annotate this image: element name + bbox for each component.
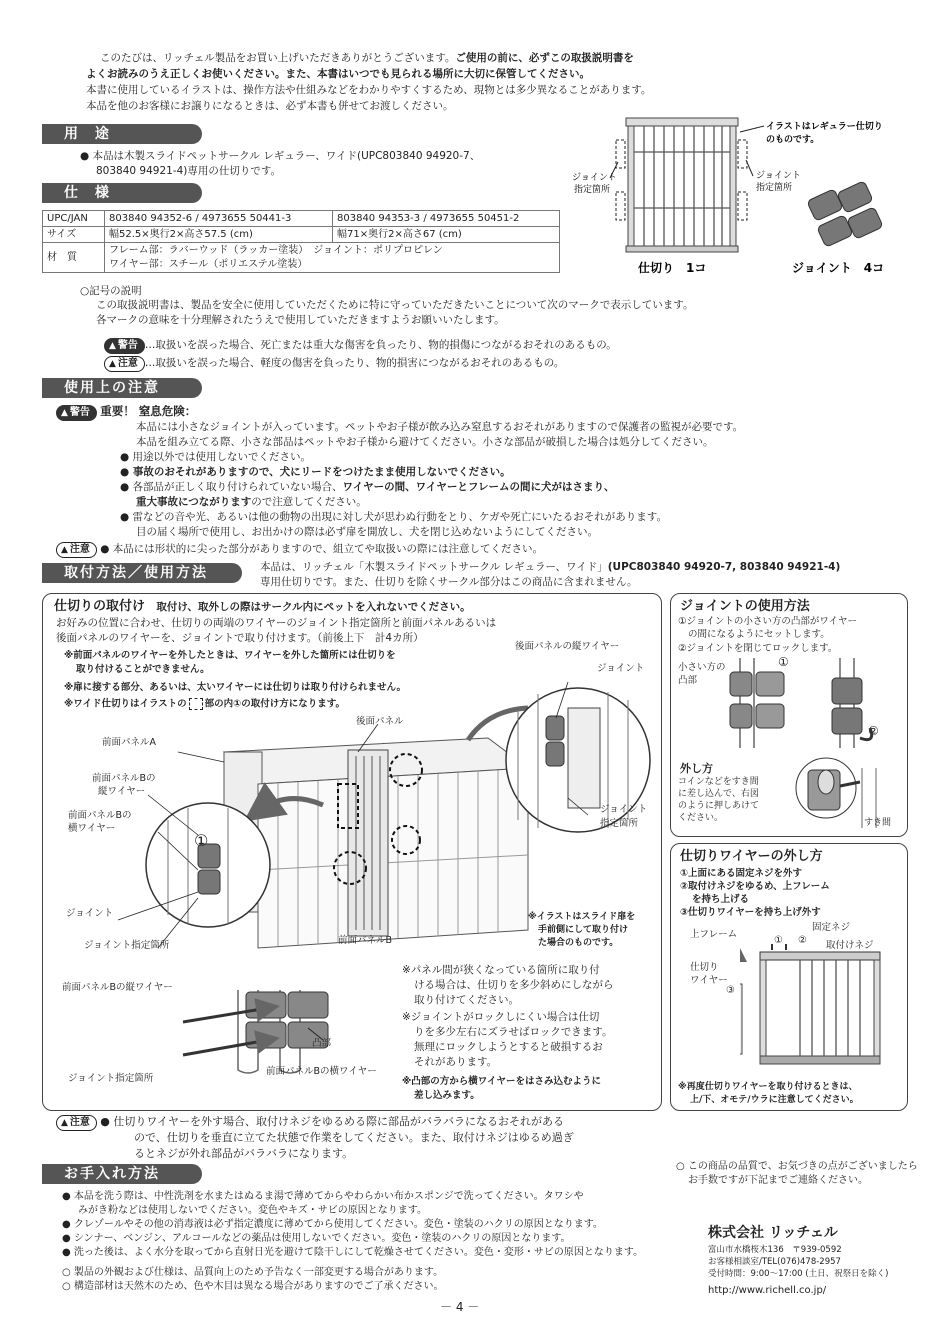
attach-r1c: 取り付けてください。	[414, 994, 519, 1006]
remove-rm4: ください。	[678, 813, 724, 823]
spec-cell: UPC/JAN	[43, 211, 105, 227]
contact-q1: ○ この商品の品質で、お気づきの点がございましたら	[676, 1161, 918, 1172]
lbl-joint-spot-r2: 指定箇所	[600, 818, 639, 829]
joint-c2: ②	[868, 724, 879, 738]
wire-remove-illustration	[740, 944, 900, 1074]
wire-remove-s2b: を持ち上げる	[692, 894, 750, 905]
prec-b3d: ので注意してください。	[251, 496, 367, 508]
intro-line2: よくお読みのうえ正しくお使いください。また、本書はいつでも見られる場所に大切に保管してください。	[86, 68, 590, 80]
lbl-front-b-vert2: 縦ワイヤー	[98, 786, 146, 797]
lbl-partition2: ワイヤー	[690, 975, 728, 986]
caution-badge	[56, 1115, 97, 1131]
symbols-heading: ○記号の説明	[80, 285, 142, 297]
danger-row	[56, 404, 196, 421]
attach-r1a: ※パネル間が狭くなっている箇所に取り付	[402, 964, 600, 976]
fig-partition-label: 仕切り 1コ	[638, 261, 707, 275]
page-number: － 4 －	[440, 1300, 480, 1314]
slide-note1: ※イラストはスライド扉を	[528, 912, 636, 922]
install-desc1b: (UPC803840 94920-7, 803840 94921-4)	[607, 561, 841, 573]
prec-c1: ● 本品には形状的に尖った部分がありますので、組立てや取扱いの際には注意してください。	[100, 543, 544, 555]
wire-remove-s2a: ②取付けネジをゆるめ、上フレーム	[680, 881, 830, 892]
caution-badge-label: 注意	[69, 1117, 90, 1128]
caution-badge	[104, 356, 145, 372]
caution-triangle-icon: ▲	[61, 1118, 68, 1128]
warning-badge	[104, 338, 145, 354]
purpose-text2: 803840 94921-4)専用の仕切りです。	[96, 165, 282, 177]
wire-remove-note2: 上/下、オモテ/ウラに注意してください。	[690, 1095, 859, 1105]
lbl-gap: すき間	[864, 818, 892, 828]
lbl-top-frame: 上フレーム	[690, 929, 738, 940]
spec-material-cell	[105, 243, 560, 272]
care-b4: ● 洗った後は、よく水分を取ってから直射日光を避けて陰干しにして乾燥させてください。変色・変形・サビの原因となります。	[62, 1247, 644, 1258]
spec-cell: サイズ	[43, 227, 105, 243]
lbl-convex: 凸部	[312, 1038, 332, 1049]
intro-line1: このたびは、リッチェル製品をお買い上げいただきありがとうございます。	[100, 52, 456, 64]
spec-material1: フレーム部：ラバーウッド（ラッカー塗装） ジョイント：ポリプロピレン	[109, 245, 443, 257]
joint-use-s2: ②ジョイントを閉じてロックします。	[678, 643, 838, 654]
attach-r2c: 無理にロックしようとすると破損するお	[414, 1041, 603, 1053]
attach-r3b: 差し込みます。	[414, 1090, 480, 1101]
attach-r1b: ける場合は、仕切りを多少斜めにしながら	[414, 979, 614, 991]
precautions-heading: 使用上の注意	[42, 378, 202, 398]
zoom-front-joint	[146, 803, 270, 927]
lbl-rear-panel: 後面パネル	[356, 716, 404, 727]
care-o1: ○ 製品の外観および仕様は、品質向上のため予告なく一部変更する場合があります。	[62, 1267, 444, 1278]
attach-title-row	[54, 598, 471, 615]
intro-line1-bold: ご使用の前に、必ずこの取扱説明書を	[455, 52, 634, 64]
spec-table	[42, 210, 560, 273]
care-b2: ● クレゾールやその他の消毒液は必ず指定濃度に薄めてから使用してください。変色・塗装のハクリの原因となります。	[62, 1219, 603, 1230]
lbl-front-b-vert1: 前面パネルBの	[92, 773, 156, 784]
install-desc1a: 本品は、リッチェル「木製スライドペットサークル レギュラー、ワイド」	[260, 561, 608, 573]
attach-r2a: ※ジョイントがロックしにくい場合は仕切	[402, 1011, 600, 1023]
joint-use-s1a: ①ジョイントの小さい方の凸部がワイヤー	[678, 616, 858, 627]
attach-t2: 後面パネルのワイヤーを、ジョイントで取り付けます。（前後上下 計4カ所）	[56, 632, 424, 644]
warning-badge-label: 警告	[69, 407, 90, 418]
spec-material2: ワイヤー部：スチール（ポリエステル塗装）	[109, 258, 308, 270]
spec-cell: 幅71×奥行2×高さ67 (cm)	[333, 227, 560, 243]
care-b1b: みがき粉などは使用しないでください。変色やキズ・サビの原因となります。	[78, 1205, 427, 1216]
slide-note3: た場合のものです。	[538, 938, 619, 948]
caution-badge-label: 注意	[69, 544, 90, 555]
caution-badge	[56, 542, 97, 558]
fig-joint-label: ジョイント 4コ	[792, 261, 885, 275]
contact-address: 富山市水橋桜木136 〒939-0592	[708, 1245, 842, 1255]
attach-r2b: りを多少左右にズラせばロックできます。	[414, 1026, 613, 1038]
care-o2: ○ 構造部材は天然木のため、色や木目は異なる場合がありますのでご了承ください。	[62, 1281, 444, 1292]
lbl-front-b: 前面パネルB	[338, 935, 393, 946]
fig-joint-right2: 指定箇所	[756, 183, 793, 193]
prec-b2: ● 事故のおそれがありますので、犬にリードをつけたまま使用しないでください。	[120, 466, 511, 478]
attach-subtitle: 取付け、取外しの際はサークル内にペットを入れないでください。	[156, 601, 471, 613]
prec-b3-line1	[120, 481, 614, 495]
slide-note2: 手前側にして取り付け	[538, 925, 629, 935]
prec-b3-line2	[136, 496, 367, 510]
lbl-partition1: 仕切り	[690, 962, 719, 973]
care-heading: お手入れ方法	[42, 1164, 202, 1184]
attach-n3b: 部の内①の取付け方になります。	[204, 698, 345, 710]
bottom-caution-row	[56, 1115, 564, 1131]
spec-cell: 材 質	[43, 243, 105, 272]
contact-hours: 受付時間：9:00～17:00 (土日、祝祭日を除く)	[708, 1269, 889, 1279]
remove-rm1: コインなどをすき間	[678, 777, 759, 787]
lbl-mount-screw: 取付けネジ	[826, 940, 874, 951]
contact-url[interactable]: http://www.richell.co.jp/	[708, 1285, 827, 1296]
attach-r2d: それがあります。	[414, 1056, 498, 1068]
wire-remove-note1: ※再度仕切りワイヤーを取り付けるときは、	[678, 1082, 858, 1092]
lbl-bottom-horz: 前面パネルBの横ワイヤー	[266, 1066, 377, 1077]
attach-n1a: ※前面パネルのワイヤーを外したときは、ワイヤーを外した箇所には仕切りを	[64, 650, 396, 661]
fig-note1: イラストはレギュラー仕切り	[766, 122, 883, 132]
purpose-heading: 用 途	[42, 124, 202, 144]
caution-triangle-icon: ▲	[61, 545, 68, 555]
care-b1a: ● 本品を洗う際は、中性洗剤を水またはぬるま湯で薄めてからやわらかい布かスポンジで洗ってください。タワシや	[62, 1191, 584, 1202]
warning-triangle-icon: ▲	[61, 408, 68, 418]
symbols-line2: 各マークの意味を十分理解されたうえで使用していただきますようお願いいたします。	[96, 314, 505, 326]
prec-b4a: ● 雷などの音や光、あるいは他の動物の出現に対し犬が思わぬ行動をとり、ケガや死亡にいたるおそれがあります。	[120, 511, 667, 523]
lbl-circle1: ①	[194, 831, 209, 850]
prec-b3b: ワイヤーの間、ワイヤーとフレームの間に犬がはさまり、	[342, 481, 615, 493]
prec-p1: 本品には小さなジョイントが入っています。ペットやお子様が飲み込み窒息するおそれがありますので保護者の監視が必要です。	[136, 421, 744, 433]
intro-line4: 本品を他のお客様にお譲りになるときは、必ず本書も併せてお渡しください。	[86, 100, 454, 112]
prec-b3a: ● 各部品が正しく取り付けられていない場合、	[120, 481, 343, 493]
intro	[100, 52, 800, 66]
caution-badge-label: 注意	[117, 358, 138, 369]
spec-cell: 803840 94352-6 / 4973655 50441-3	[105, 211, 333, 227]
danger-title: 重要！ 窒息危険：	[100, 404, 197, 418]
pet-circle-illustration	[224, 708, 528, 948]
attach-title: 仕切りの取付け	[54, 599, 146, 614]
lbl-small2: 凸部	[678, 675, 698, 686]
attach-n1b: 取り付けることができません。	[76, 664, 210, 675]
symbols-line1: この取扱説明書は、製品を安全に使用していただくために特に守っていただきたいことについて次のマークで表示しています。	[96, 299, 694, 311]
spec-cell: 幅52.5×奥行2×高さ57.5 (cm)	[105, 227, 333, 243]
partition-illustration	[610, 118, 753, 252]
spec-row-material	[43, 243, 560, 272]
attach-n3a: ※ワイド仕切りはイラストの	[64, 698, 187, 710]
lbl-fix-screw: 固定ネジ	[812, 922, 851, 933]
spec-cell: 803840 94353-3 / 4973655 50451-2	[333, 211, 560, 227]
symbols-warning-row	[104, 338, 617, 354]
symbols-caution-row	[104, 356, 564, 372]
install-desc2: 専用仕切りです。また、仕切りを除くサークル部分はこの商品に含まれません。	[260, 576, 638, 588]
wire-c2: ②	[798, 935, 807, 946]
install-heading: 取付方法／使用方法	[42, 563, 242, 583]
install-desc1	[260, 561, 840, 575]
caution-triangle-icon: ▲	[109, 359, 116, 369]
wire-c3: ③	[726, 985, 735, 996]
attach-r3a: ※凸部の方から横ワイヤーをはさみ込むように	[402, 1076, 601, 1087]
fig-joint-left2: 指定箇所	[574, 185, 611, 195]
spec-row-size	[43, 227, 560, 243]
lbl-rear-wire: 後面パネルの縦ワイヤー	[515, 641, 620, 652]
prec-p2: 本品を組み立てる際、小さな部品はペットやお子様から避けてください。小さな部品が破損した場合は処分してください。	[136, 436, 714, 448]
joint-c1: ①	[778, 655, 789, 669]
wire-c1: ①	[774, 935, 783, 946]
lbl-joint-spot: ジョイント指定箇所	[84, 940, 170, 951]
fig-joint-left1: ジョイント	[572, 173, 617, 183]
attach-t1: お好みの位置に合わせ、仕切りの両端のワイヤーのジョイント指定箇所と前面パネルあるいは	[56, 617, 497, 629]
attach-n2: ※扉に接する部分、あるいは、太いワイヤーには仕切りは取り付けられません。	[64, 682, 407, 693]
joint-use-s1b: の間になるようにセットします。	[688, 629, 830, 640]
warning-triangle-icon: ▲	[109, 341, 116, 351]
fig-note2: のものです。	[766, 135, 820, 145]
wire-remove-s1: ①上面にある固定ネジを外す	[680, 868, 803, 879]
spec-row-upc	[43, 211, 560, 227]
warning-badge-label: 警告	[117, 340, 138, 351]
joint-parts-illustration	[807, 181, 883, 248]
care-b3: ● シンナー、ベンジン、アルコールなどの薬品は使用しないでください。変色・塗装のハクリの原因となります。	[62, 1233, 571, 1244]
purpose-text1: ● 本品は木製スライドペットサークル レギュラー、ワイド(UPC803840 94920-7、	[80, 150, 481, 162]
remove-rm3: のように押しあけて	[678, 801, 760, 811]
bottom-caution-l3: るとネジが外れ部品がバラバラになります。	[134, 1147, 354, 1160]
remove-rm2: に差し込んで、右図	[678, 789, 759, 799]
warning-badge	[56, 405, 97, 421]
lbl-front-a: 前面パネルA	[102, 737, 156, 748]
lbl-bottom-spot: ジョイント指定箇所	[68, 1073, 154, 1084]
contact-q2: お手数ですが下記までご連絡ください。	[688, 1175, 868, 1186]
lbl-joint-spot-r1: ジョイント	[600, 804, 648, 815]
caution-desc: …取扱いを誤った場合、軽度の傷害を負ったり、物的損害につながるおそれのあるもの。	[144, 357, 565, 369]
partition-figure	[570, 112, 910, 282]
contact-tel: お客様相談室/TEL(076)478-2957	[708, 1257, 841, 1267]
lbl-joint-a: ジョイント	[597, 663, 645, 674]
lbl-joint-b: ジョイント	[66, 908, 114, 919]
warning-desc: …取扱いを誤った場合、死亡または重大な傷害を負ったり、物的損傷につながるおそれのあるもの。	[144, 339, 617, 351]
bottom-caution-l1: ● 仕切りワイヤーを外す場合、取付けネジをゆるめる際に部品がバラバラになるおそれがある	[100, 1115, 565, 1128]
prec-caution-row	[56, 542, 543, 558]
lbl-front-b-horz2: 横ワイヤー	[68, 823, 116, 834]
remove-title: 外し方	[680, 762, 713, 775]
lbl-front-b-horz1: 前面パネルBの	[68, 810, 132, 821]
wire-remove-title: 仕切りワイヤーの外し方	[680, 849, 823, 864]
joint-use-title: ジョイントの使用方法	[680, 599, 810, 614]
bottom-joint-detail	[183, 990, 328, 1073]
bottom-caution-l2: ので、仕切りを垂直に立てた状態で作業をしてください。また、取付けネジはゆるめ過ぎ	[134, 1131, 574, 1144]
prec-b3c: 重大事故につながります	[136, 496, 252, 508]
lbl-bottom-vert: 前面パネルBの縦ワイヤー	[62, 982, 173, 993]
contact-company: 株式会社 リッチェル	[708, 1225, 838, 1241]
lbl-small1: 小さい方の	[678, 662, 726, 673]
fig-joint-right1: ジョイント	[756, 171, 801, 181]
intro-line3: 本書に使用しているイラストは、操作方法や仕組みなどをわかりやすくするため、現物とは多少異なることがあります。	[86, 84, 652, 96]
wire-remove-s3: ③仕切りワイヤーを持ち上げ外す	[680, 907, 821, 918]
spec-heading: 仕 様	[42, 183, 202, 203]
prec-b4b: 目の届く場所で使用し、お出かけの際は必ず扉を開放し、犬を閉じ込めないようにしてください。	[136, 526, 598, 538]
prec-b1: ● 用途以外では使用しないでください。	[120, 451, 311, 463]
